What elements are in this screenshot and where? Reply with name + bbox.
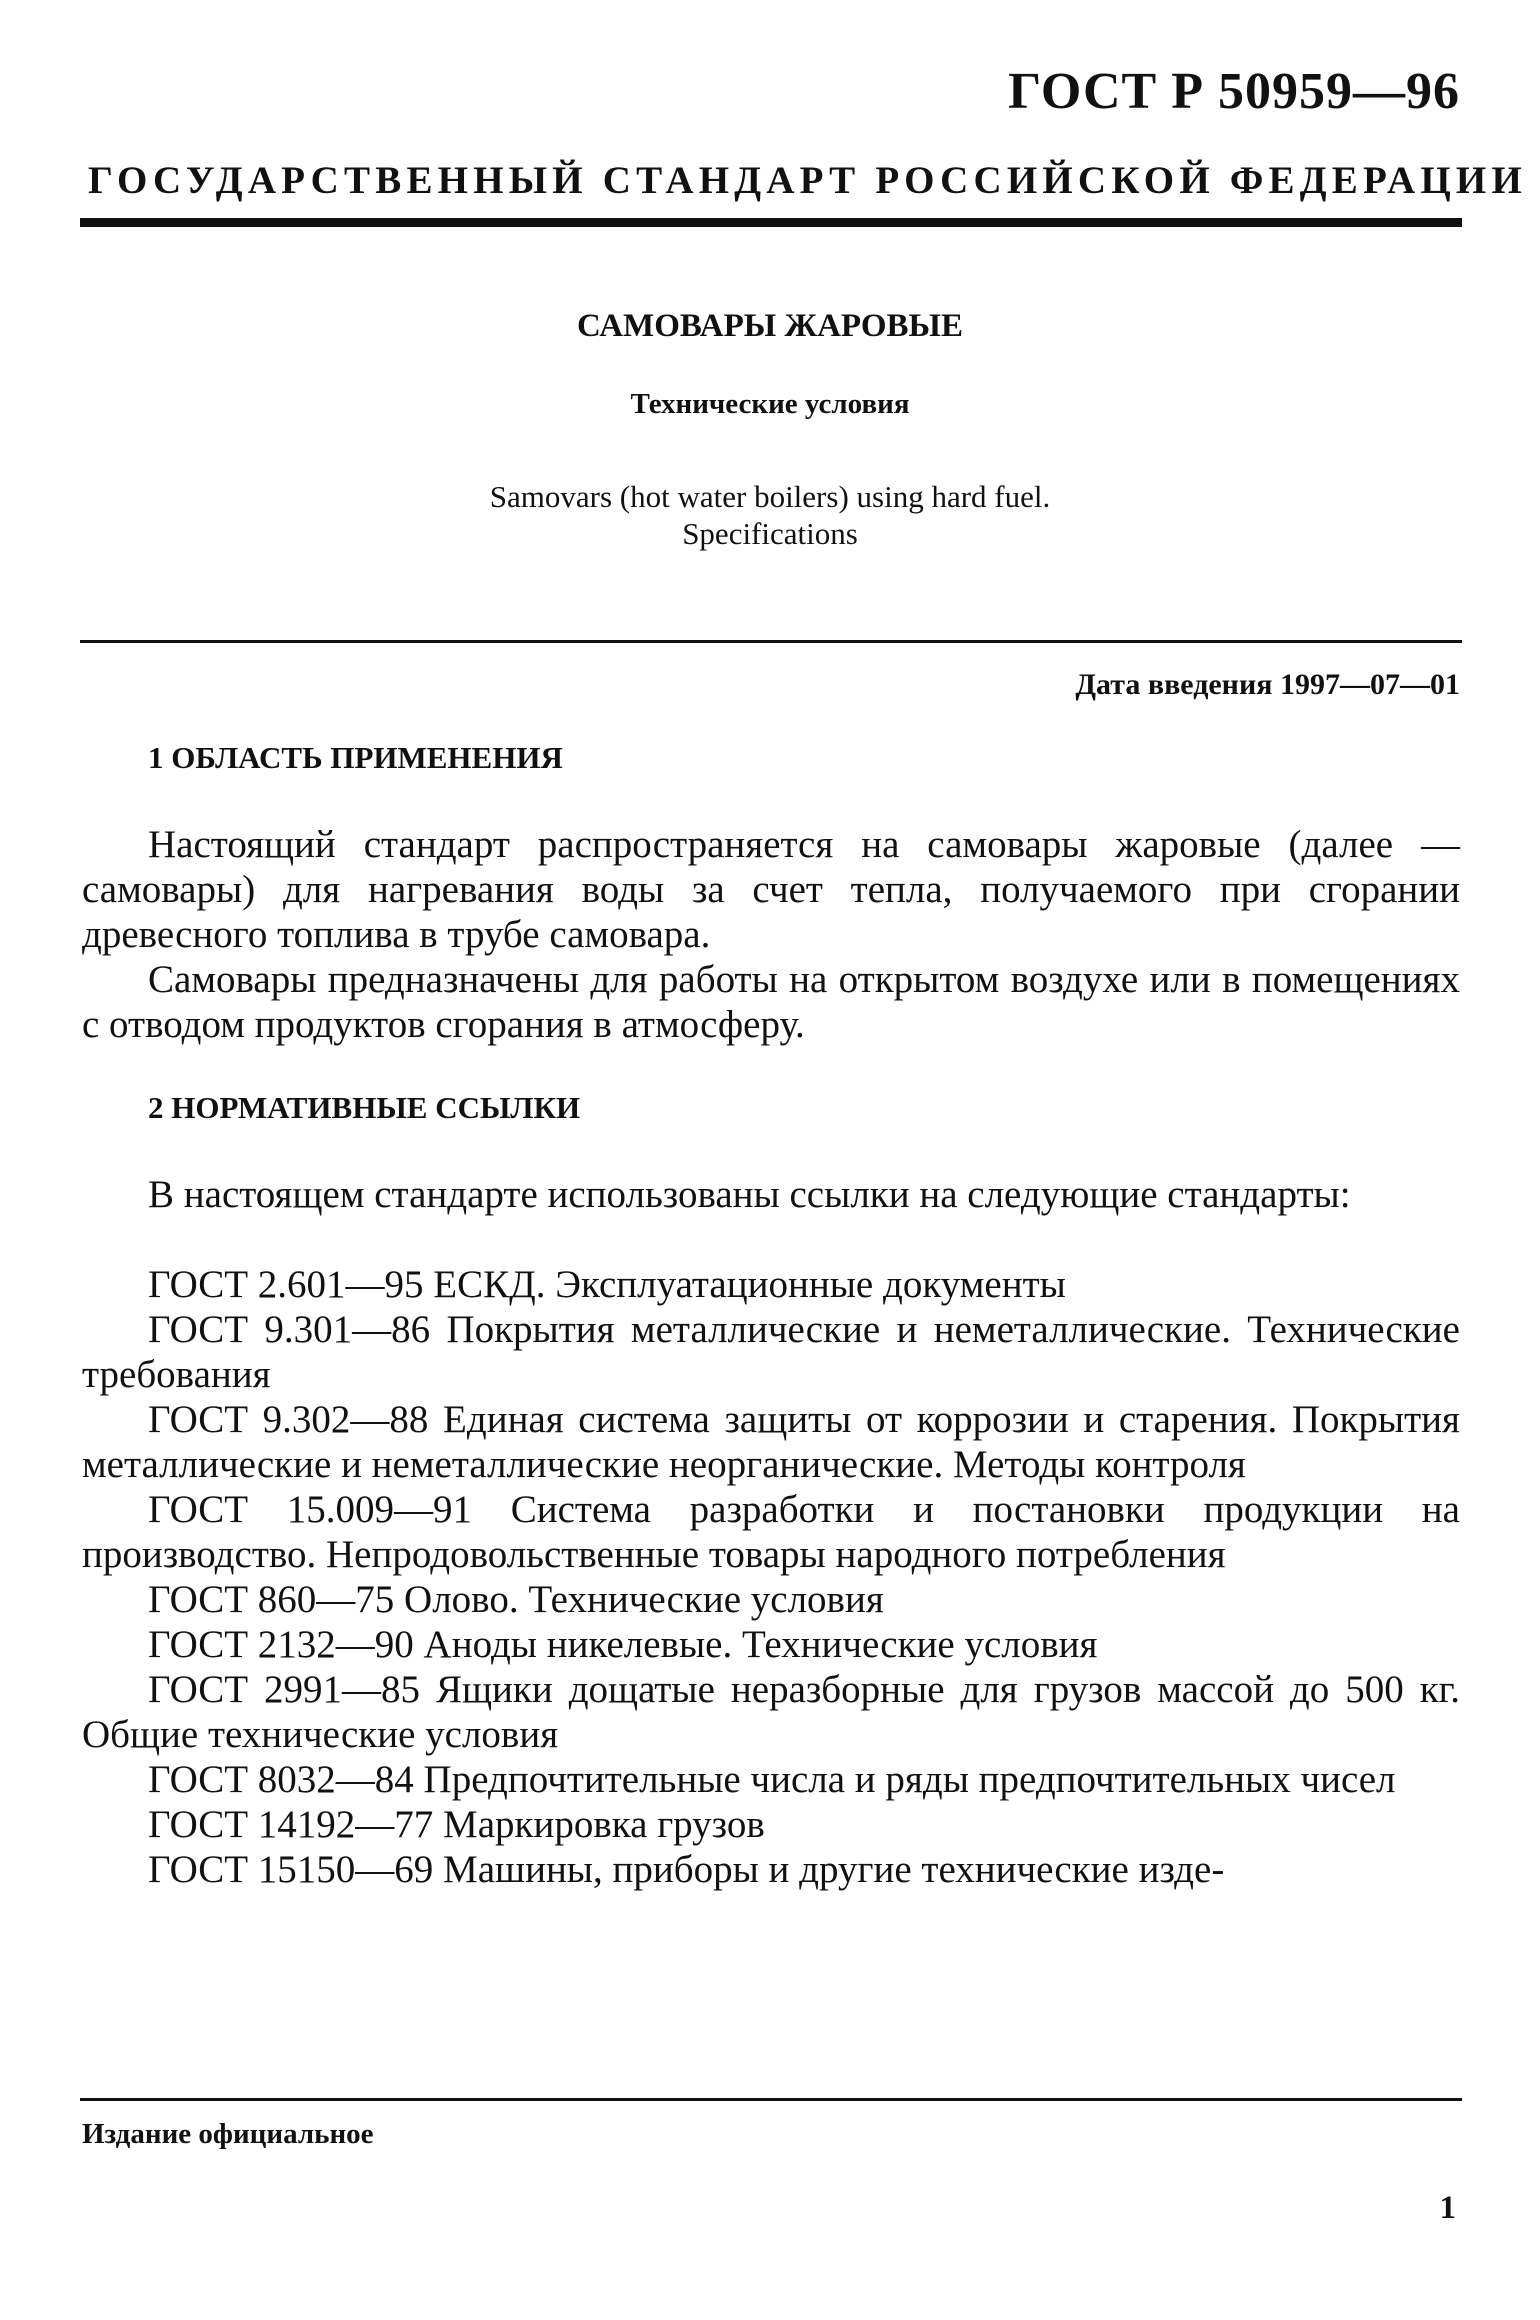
state-standard-heading: ГОСУДАРСТВЕННЫЙ СТАНДАРТ РОССИЙСКОЙ ФЕДЕРАЦИИ [88,159,1527,202]
document-title: САМОВАРЫ ЖАРОВЫЕ [577,308,963,344]
doc-number: ГОСТ Р 50959—96 [1008,63,1460,120]
reference-item: ГОСТ 8032—84 Предпочтительные числа и ряды предпочтительных чисел [148,1758,1396,1801]
intro-date: Дата введения 1997—07—01 [1075,668,1460,701]
section-2-intro: В настоящем стандарте использованы ссылки на следующие стандарты: [148,1173,1351,1216]
reference-item: ГОСТ 2991—85 Ящики дощатые неразборные для грузов массой до 500 кг. Общие технические условия [82,1668,1460,1756]
page-number: 1 [1439,2190,1456,2226]
english-title [0,478,1540,552]
section-2-heading: 2 НОРМАТИВНЫЕ ССЫЛКИ [148,1090,581,1125]
edition-note: Издание официальное [82,2118,374,2150]
reference-item: ГОСТ 9.302—88 Единая система защиты от коррозии и старения. Покрытия металлические и неметаллические неорганические. Методы контроля [82,1398,1460,1486]
title-rule [80,640,1462,643]
reference-item: ГОСТ 14192—77 Маркировка грузов [148,1803,765,1846]
section-1-heading: 1 ОБЛАСТЬ ПРИМЕНЕНИЯ [148,740,563,775]
english-title-line-2: Specifications [682,516,858,551]
reference-item: ГОСТ 2.601—95 ЕСКД. Эксплуатационные документы [148,1263,1066,1306]
section-1-paragraph-2: Самовары предназначены для работы на открытом воздухе или в помещениях с отводом продуктов сгорания в атмосферу. [82,958,1460,1046]
reference-item: ГОСТ 15.009—91 Система разработки и постановки продукции на производство. Непродовольственные товары народного потребления [82,1488,1460,1576]
english-title-line-1: Samovars (hot water boilers) using hard fuel. [489,479,1051,514]
section-1-paragraph-1: Настоящий стандарт распространяется на самовары жаровые (далее — самовары) для нагревания воды за счет тепла, получаемого при сгорании древесного топлива в трубе самовара. [82,823,1460,956]
footer-rule [80,2098,1462,2101]
header-rule [80,218,1462,227]
reference-item: ГОСТ 2132—90 Аноды никелевые. Технические условия [148,1623,1098,1666]
reference-item: ГОСТ 9.301—86 Покрытия металлические и неметаллические. Технические требования [82,1308,1460,1396]
reference-item: ГОСТ 15150—69 Машины, приборы и другие технические изде- [148,1848,1225,1891]
reference-list [82,1262,1460,1892]
reference-item: ГОСТ 860—75 Олово. Технические условия [148,1578,884,1621]
document-subtitle: Технические условия [630,388,910,420]
